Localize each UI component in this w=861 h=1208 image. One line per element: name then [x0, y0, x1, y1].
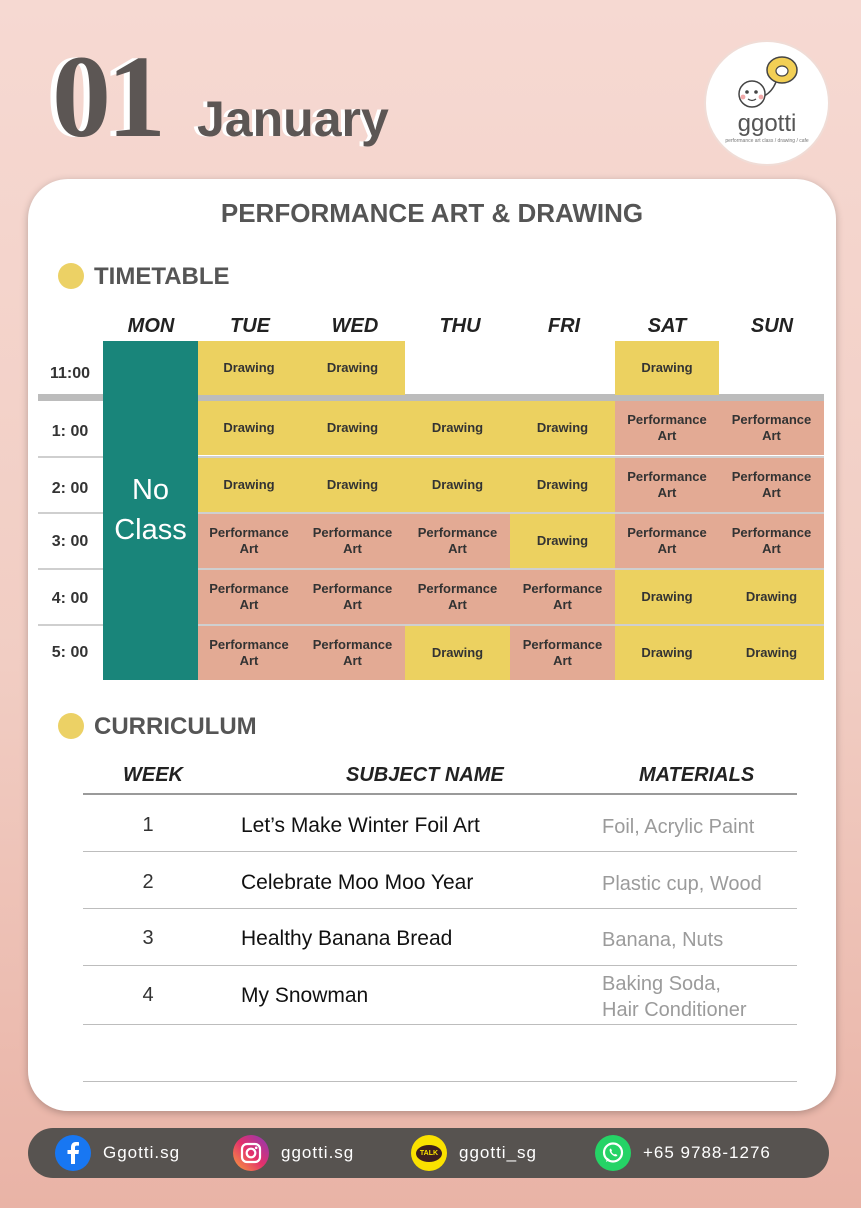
row-divider	[83, 851, 797, 852]
week-number: 1	[142, 814, 154, 836]
class-cell-tue-row-1: Drawing	[198, 401, 300, 455]
class-cell-sat-row-1: Performance Art	[615, 401, 719, 455]
kakaotalk-handle: ggotti_sg	[459, 1143, 537, 1162]
bullet-dot-icon	[58, 713, 84, 739]
day-wed: WED	[331, 315, 379, 337]
time-slot: 5: 00	[51, 644, 89, 661]
class-cell-sat-row-2: Performance Art	[615, 458, 719, 512]
day-mon: MON	[127, 315, 175, 337]
materials: Plastic cup, Wood	[602, 873, 762, 895]
class-cell-tue-row-5: Performance Art	[198, 626, 300, 680]
class-cell-fri-row-4: Performance Art	[510, 570, 615, 624]
class-cell-fri-row-3: Drawing	[510, 514, 615, 568]
class-cell-wed-row-5: Performance Art	[300, 626, 405, 680]
materials: Banana, Nuts	[602, 929, 724, 951]
row-divider	[83, 1081, 797, 1082]
class-cell-fri-row-5: Performance Art	[510, 626, 615, 680]
day-sun: SUN	[750, 315, 794, 337]
facebook-icon	[55, 1135, 91, 1171]
subject-name: Celebrate Moo Moo Year	[241, 871, 474, 894]
schedule-card	[28, 179, 836, 1111]
ggotti-logo	[704, 40, 830, 166]
class-cell-thu-row-3: Performance Art	[405, 514, 510, 568]
row-divider	[83, 1024, 797, 1025]
class-cell-thu-row-2: Drawing	[405, 458, 510, 512]
facebook-handle: Ggotti.sg	[103, 1143, 181, 1162]
class-cell-sat-row-0: Drawing	[615, 341, 719, 395]
logo-tagline: performance art class / drawing / cafe	[725, 138, 809, 144]
column-subject: SUBJECT NAME	[346, 764, 504, 786]
class-cell-thu-row-5: Drawing	[405, 626, 510, 680]
week-number: 4	[142, 984, 154, 1006]
class-cell-sat-row-3: Performance Art	[615, 514, 719, 568]
logo-name: ggotti	[737, 110, 797, 137]
class-cell-thu-row-4: Performance Art	[405, 570, 510, 624]
class-cell-tue-row-3: Performance Art	[198, 514, 300, 568]
week-number: 2	[142, 871, 154, 893]
card-title: PERFORMANCE ART & DRAWING	[220, 198, 644, 228]
curriculum-heading-text: CURRICULUM	[94, 713, 257, 740]
month-name: January	[197, 91, 389, 147]
month-number: 01	[52, 31, 162, 162]
subject-name: Healthy Banana Bread	[241, 927, 453, 950]
bullet-dot-icon	[58, 263, 84, 289]
class-cell-sun-row-4: Drawing	[719, 570, 824, 624]
class-cell-sun-row-2: Performance Art	[719, 458, 824, 512]
timetable-heading	[58, 263, 230, 291]
materials: Baking Soda, Hair Conditioner	[602, 973, 747, 1021]
class-cell-sat-row-4: Drawing	[615, 570, 719, 624]
time-slot: 11:00	[49, 365, 91, 382]
whatsapp-contact[interactable]	[595, 1135, 771, 1171]
class-cell-tue-row-2: Drawing	[198, 458, 300, 512]
instagram-handle: ggotti.sg	[281, 1143, 355, 1162]
row-divider	[83, 908, 797, 909]
subject-name: Let’s Make Winter Foil Art	[241, 814, 480, 837]
timetable-heading-text: TIMETABLE	[94, 263, 230, 290]
class-cell-fri-row-1: Drawing	[510, 401, 615, 455]
whatsapp-number: +65 9788-1276	[643, 1143, 771, 1162]
no-class-label: No Class	[114, 474, 187, 546]
day-fri: FRI	[547, 315, 581, 337]
class-cell-tue-row-4: Performance Art	[198, 570, 300, 624]
day-sat: SAT	[647, 315, 687, 337]
week-number: 3	[142, 927, 154, 949]
time-slot: 3: 00	[51, 533, 89, 550]
subject-name: My Snowman	[241, 984, 369, 1007]
time-slot: 4: 00	[51, 590, 89, 607]
instagram-contact[interactable]	[233, 1135, 354, 1171]
class-cell-wed-row-3: Performance Art	[300, 514, 405, 568]
contact-footer	[28, 1128, 829, 1178]
no-class-block	[103, 341, 198, 680]
materials: Foil, Acrylic Paint	[602, 816, 755, 838]
class-cell-sun-row-1: Performance Art	[719, 401, 824, 455]
whatsapp-icon	[595, 1135, 631, 1171]
curriculum-header-line	[83, 793, 797, 795]
class-cell-wed-row-4: Performance Art	[300, 570, 405, 624]
class-cell-sun-row-3: Performance Art	[719, 514, 824, 568]
row-divider	[83, 965, 797, 966]
class-cell-fri-row-2: Drawing	[510, 458, 615, 512]
class-cell-wed-row-2: Drawing	[300, 458, 405, 512]
class-cell-wed-row-1: Drawing	[300, 401, 405, 455]
class-cell-tue-row-0: Drawing	[198, 341, 300, 395]
kakaotalk-contact[interactable]	[411, 1135, 537, 1171]
day-tue: TUE	[230, 315, 270, 337]
class-cell-thu-row-1: Drawing	[405, 401, 510, 455]
class-cell-sun-row-5: Drawing	[719, 626, 824, 680]
kakao-talk-badge: TALK	[416, 1145, 442, 1162]
kakaotalk-icon	[411, 1135, 447, 1171]
column-materials: MATERIALS	[639, 764, 755, 786]
ggotti-mascot-icon	[732, 50, 802, 112]
class-cell-sat-row-5: Drawing	[615, 626, 719, 680]
column-week: WEEK	[123, 764, 183, 786]
class-cell-wed-row-0: Drawing	[300, 341, 405, 395]
time-slot: 1: 00	[51, 423, 89, 440]
time-slot: 2: 00	[51, 480, 89, 497]
instagram-icon	[233, 1135, 269, 1171]
facebook-contact[interactable]	[55, 1135, 180, 1171]
day-thu: THU	[439, 315, 481, 337]
curriculum-heading	[58, 713, 257, 741]
